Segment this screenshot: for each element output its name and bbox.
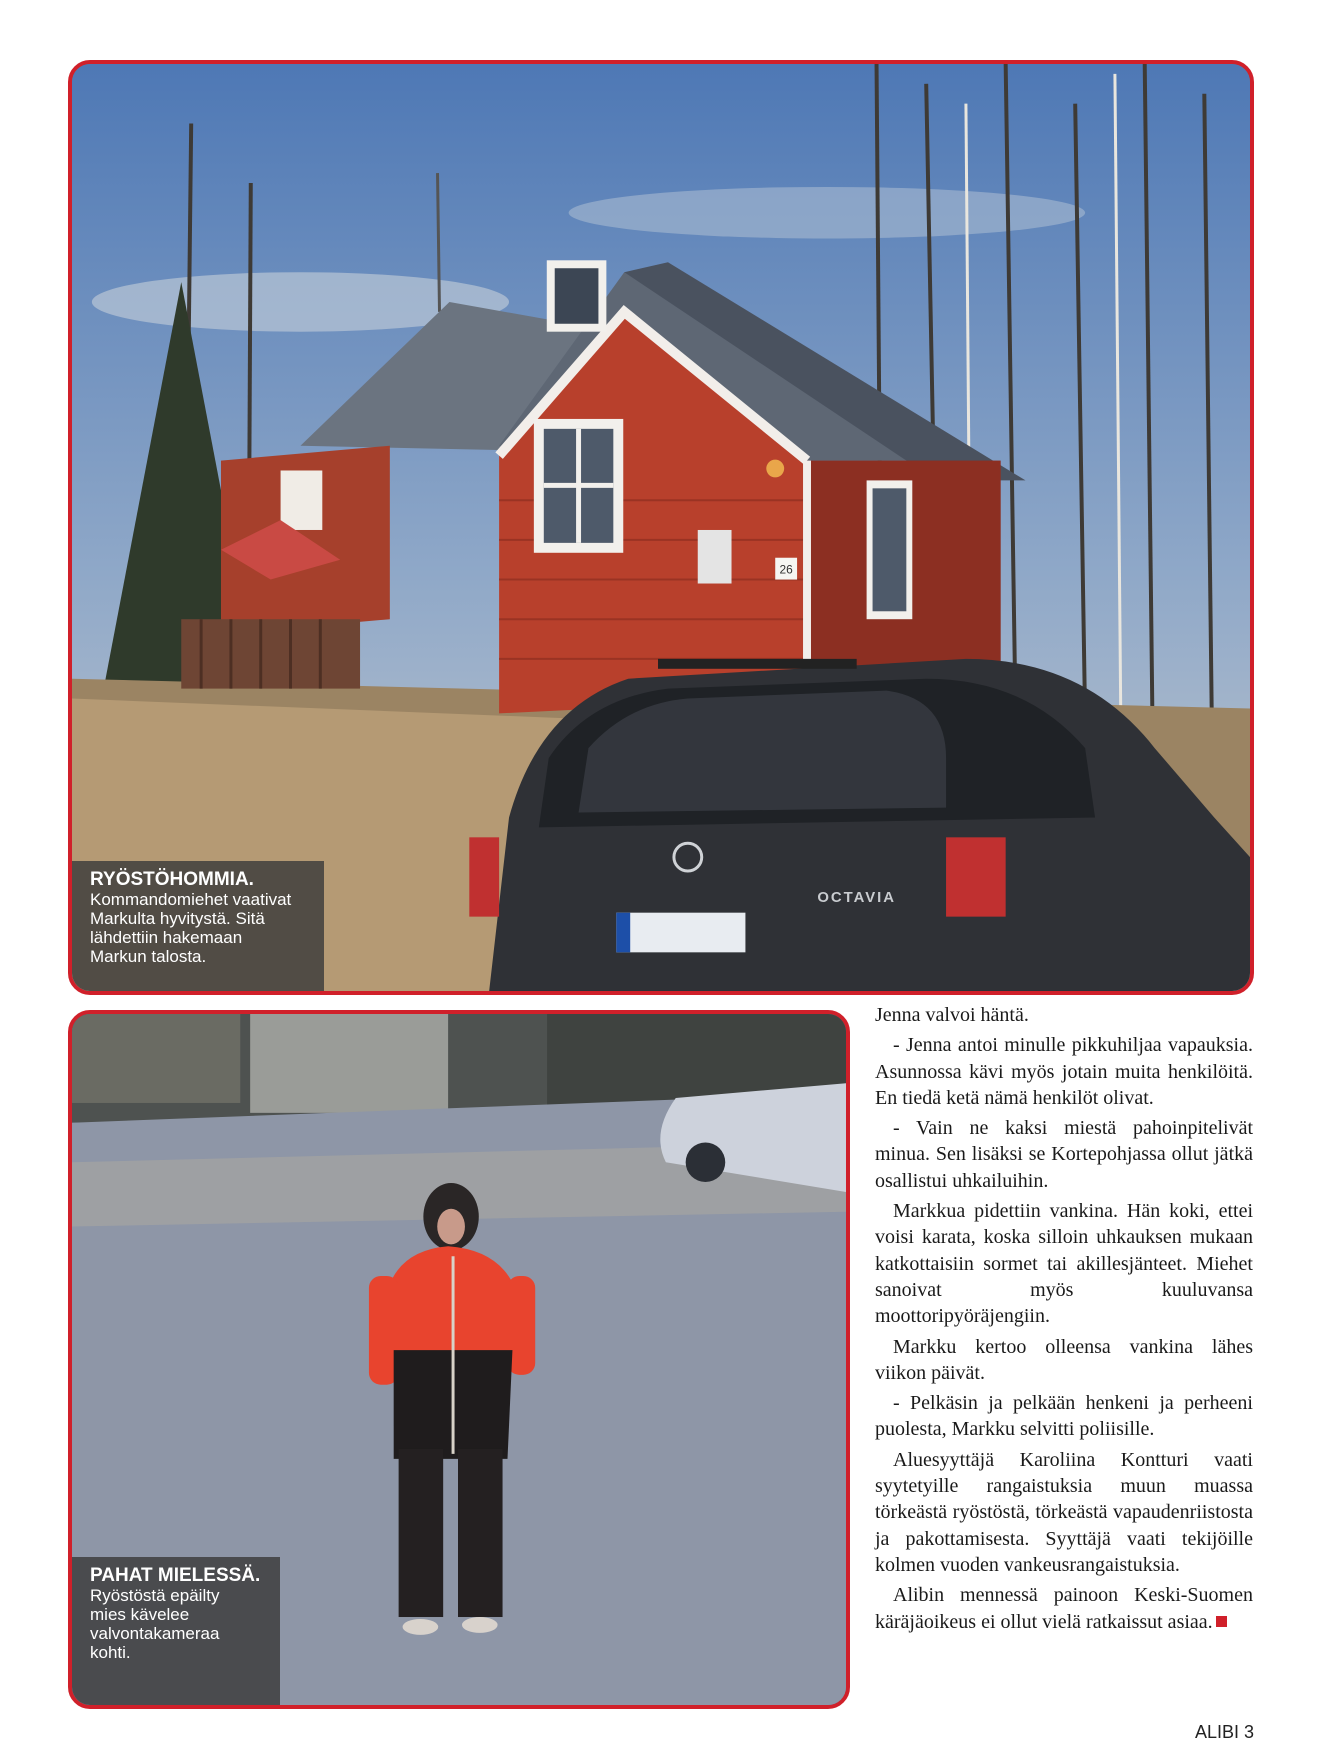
house-number: 26 bbox=[779, 562, 793, 577]
article-paragraph: Aluesyyttäjä Karoliina Kontturi vaati syytetyille rangaistuksia muun muassa törkeästä ryöstöstä, törkeästä vapaudenriistosta ja pakottamisesta. Syyttäjä vaati tekijöille kolmen vuoden vankeusrangaistuksia. bbox=[875, 1448, 1253, 1576]
article-paragraph: - Pelkäsin ja pelkään henkeni ja perheeni puolesta, Markku selvitti poliisille. bbox=[875, 1392, 1253, 1441]
caption-bottom-line: kohti. bbox=[90, 1643, 131, 1662]
article-paragraph: Markku kertoo olleensa vankina lähes viikon päivät. bbox=[875, 1335, 1253, 1384]
caption-bottom-line: valvontakameraa bbox=[90, 1624, 220, 1643]
article-paragraph: - Vain ne kaksi miestä pahoinpitelivät minua. Sen lisäksi se Kortepohjassa ollut jätkä osallistui uhkailuihin. bbox=[875, 1117, 1253, 1192]
article-column bbox=[875, 1002, 1253, 1639]
article-paragraph: Jenna valvoi häntä. bbox=[875, 1004, 1029, 1026]
caption-bottom bbox=[72, 1557, 280, 1705]
caption-top-line: lähdettiin hakemaan bbox=[90, 928, 243, 947]
caption-top-line: Markun talosta. bbox=[90, 947, 207, 966]
caption-bottom-title: PAHAT MIELESSÄ. bbox=[90, 1565, 261, 1586]
photo-surveillance bbox=[68, 1010, 850, 1709]
car-model-badge: OCTAVIA bbox=[817, 889, 897, 906]
end-of-article-mark bbox=[1216, 1616, 1227, 1627]
page-folio: ALIBI 3 bbox=[1194, 1722, 1254, 1742]
caption-bottom-line: mies kävelee bbox=[90, 1605, 190, 1624]
article-paragraph: Markkua pidettiin vankina. Hän koki, ettei voisi karata, koska silloin uhkauksen mukaan katkottaisiin sormet tai akillesjänteet. Miehet sanoivat myös kuuluvansa moottoripyöräjengiin. bbox=[875, 1200, 1253, 1328]
caption-top-line: Markulta hyvitystä. Sitä bbox=[90, 909, 265, 928]
article-last-text: Alibin mennessä painoon Keski-Suomen käräjäoikeus ei ollut vielä ratkaissut asiaa. bbox=[875, 1584, 1253, 1633]
caption-top bbox=[72, 861, 324, 991]
caption-top-line: Kommandomiehet vaativat bbox=[90, 890, 292, 909]
caption-bottom-line: Ryöstöstä epäilty bbox=[90, 1586, 220, 1605]
house-illustration bbox=[72, 64, 1250, 991]
article-paragraph-last bbox=[875, 1582, 1253, 1635]
caption-top-title: RYÖSTÖHOMMIA. bbox=[90, 869, 254, 890]
photo-red-house bbox=[68, 60, 1254, 995]
article-paragraph: - Jenna antoi minulle pikkuhiljaa vapauksia. Asunnossa kävi myös jotain muita henkilöitä. En tiedä ketä nämä henkilöt olivat. bbox=[875, 1034, 1253, 1109]
